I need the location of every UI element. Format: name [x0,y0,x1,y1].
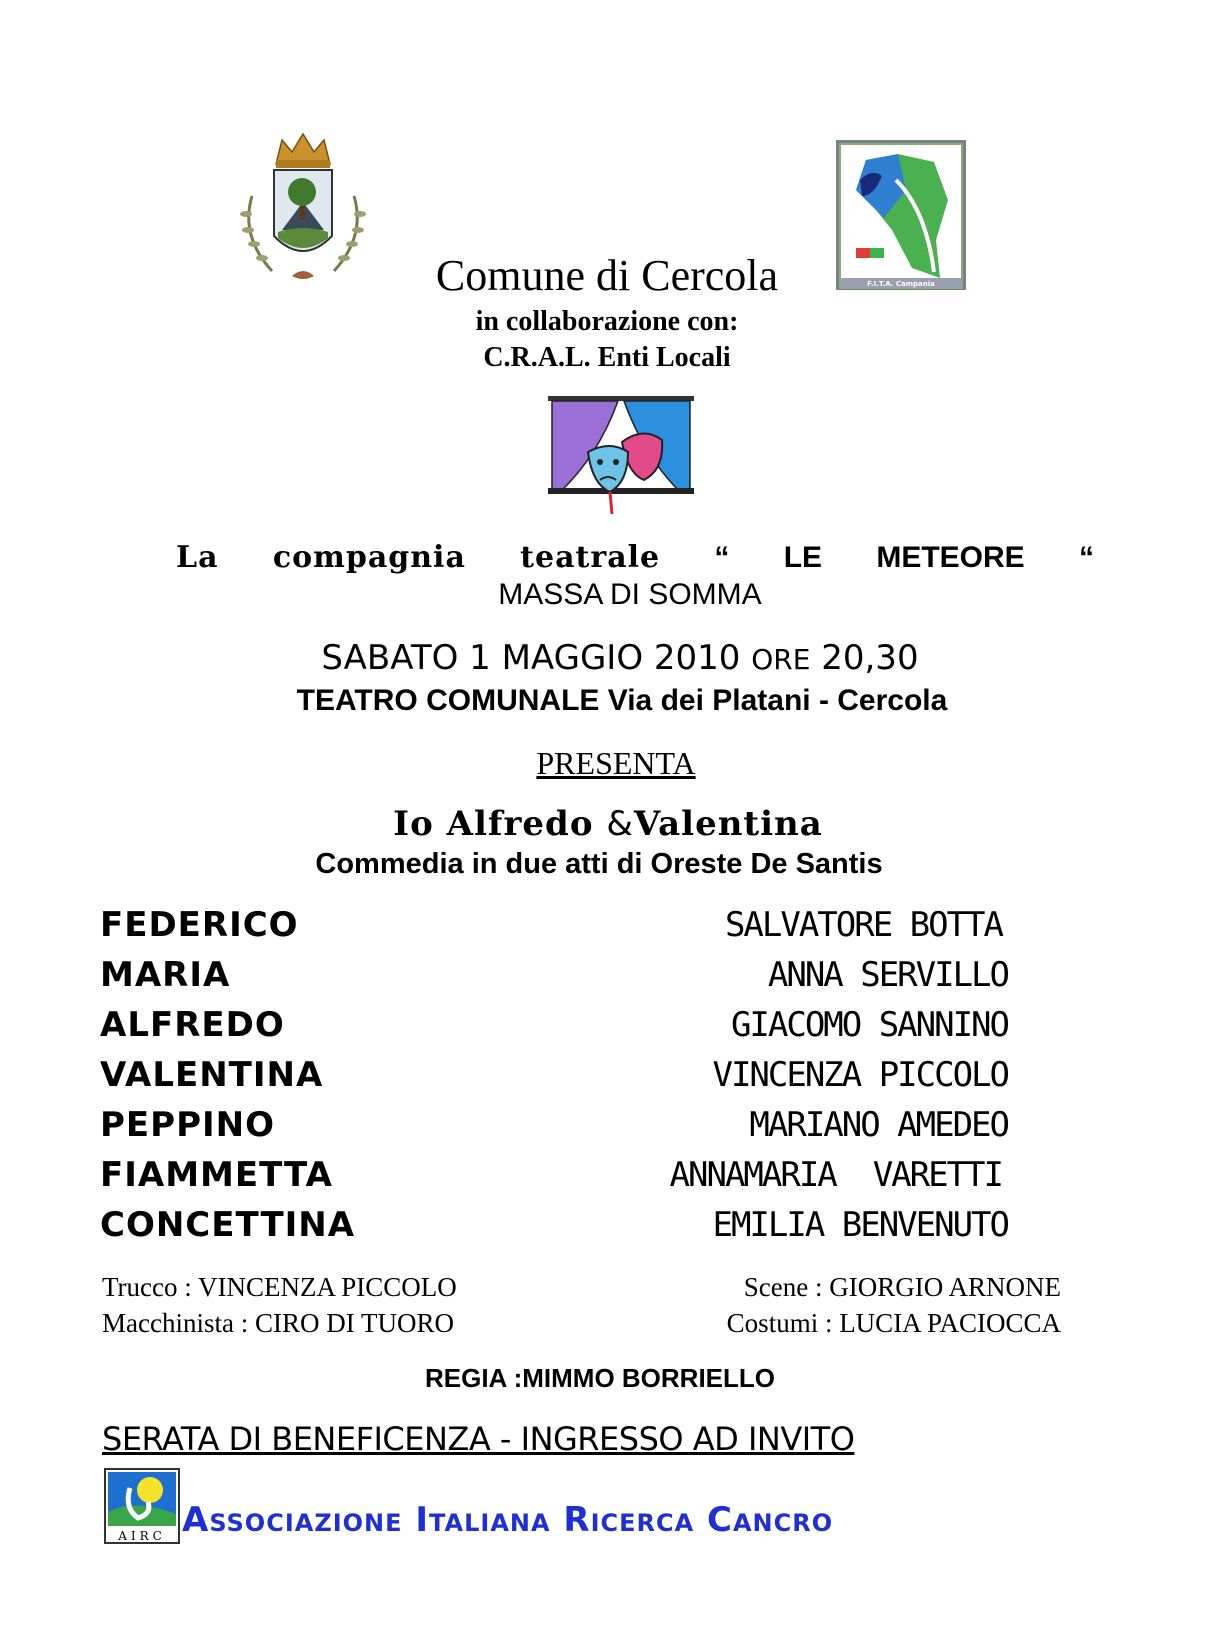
cast-role: MARIA [100,955,231,995]
cast-actor: GIACOMO SANNINO [730,1005,1008,1045]
cast-role: FEDERICO [100,905,299,945]
company-word-le: LE [783,541,823,574]
fita-label: F.I.T.A. Campania [867,280,935,288]
cast-actor: ANNA SERVILLO [767,955,1008,995]
company-word-2: compagnia [272,540,466,575]
play-title-amp: & [606,804,634,844]
cast-row [100,1155,1060,1205]
cast-actor: MARIANO AMEDEO [749,1105,1008,1145]
company-word-1: La [176,540,219,575]
cral-text: C.R.A.L. Enti Locali [483,342,731,373]
date-ore: ORE [751,643,811,676]
event-date [0,638,1223,678]
cast-role: FIAMMETTA [100,1155,333,1195]
crew-scene: Scene : GIORGIO ARNONE [743,1272,1061,1302]
company-quote-open: “ [714,541,730,574]
airc-logo-text: AIRC [118,1529,166,1543]
crew-trucco: Trucco : VINCENZA PICCOLO [102,1272,457,1302]
date-time: 20,30 [821,638,919,678]
regia-credit: REGIA :MIMMO BORRIELLO [424,1363,775,1393]
airc-logo [104,1468,180,1544]
company-line [176,540,1094,575]
cast-actor: SALVATORE BOTTA [724,905,1002,945]
event-venue: TEATRO COMUNALE Via dei Platani - Cercola [296,684,948,717]
cast-row [100,955,1060,1005]
serata-notice: SERATA DI BENEFICENZA - INGRESSO AD INVITO [102,1420,855,1458]
cast-row [100,1205,1060,1255]
play-title-part1: Io Alfredo [393,804,594,844]
crew-macchinista: Macchinista : CIRO DI TUORO [102,1308,454,1338]
play-subtitle: Commedia in due atti di Oreste De Santis [315,848,883,880]
cast-role: ALFREDO [100,1005,285,1045]
play-title-part2: Valentina [633,804,823,844]
cast-actor: VINCENZA PICCOLO [712,1055,1008,1095]
company-quote-close: “ [1078,541,1094,574]
company-word-3: teatrale [520,540,661,575]
cast-actor: ANNAMARIA VARETTI [669,1155,1002,1195]
cast-role: CONCETTINA [100,1205,356,1245]
theatre-masks-icon [548,396,694,516]
cast-actor: EMILIA BENVENUTO [712,1205,1008,1245]
play-title [0,804,1216,844]
cast-row [100,1005,1060,1055]
cast-role: VALENTINA [100,1055,324,1095]
cast-row [100,1055,1060,1105]
presenta-label: PRESENTA [536,745,696,781]
fita-campania-logo [836,140,966,290]
cast-row [100,905,1060,955]
date-main: SABATO 1 MAGGIO 2010 [321,638,741,678]
crew-costumi: Costumi : LUCIA PACIOCCA [726,1308,1061,1338]
cast-role: PEPPINO [100,1105,275,1145]
crest-emblem [232,126,374,286]
crew-right [727,1272,1061,1344]
company-place: MASSA DI SOMMA [498,578,762,611]
comune-title: Comune di Cercola [435,251,779,300]
cast-row [100,1105,1060,1155]
airc-name: Associazione Italiana Ricerca Cancro [182,1500,834,1540]
collab-text: in collaborazione con: [475,306,739,337]
company-word-meteore: METEORE [876,541,1025,574]
crew-left [102,1272,457,1344]
